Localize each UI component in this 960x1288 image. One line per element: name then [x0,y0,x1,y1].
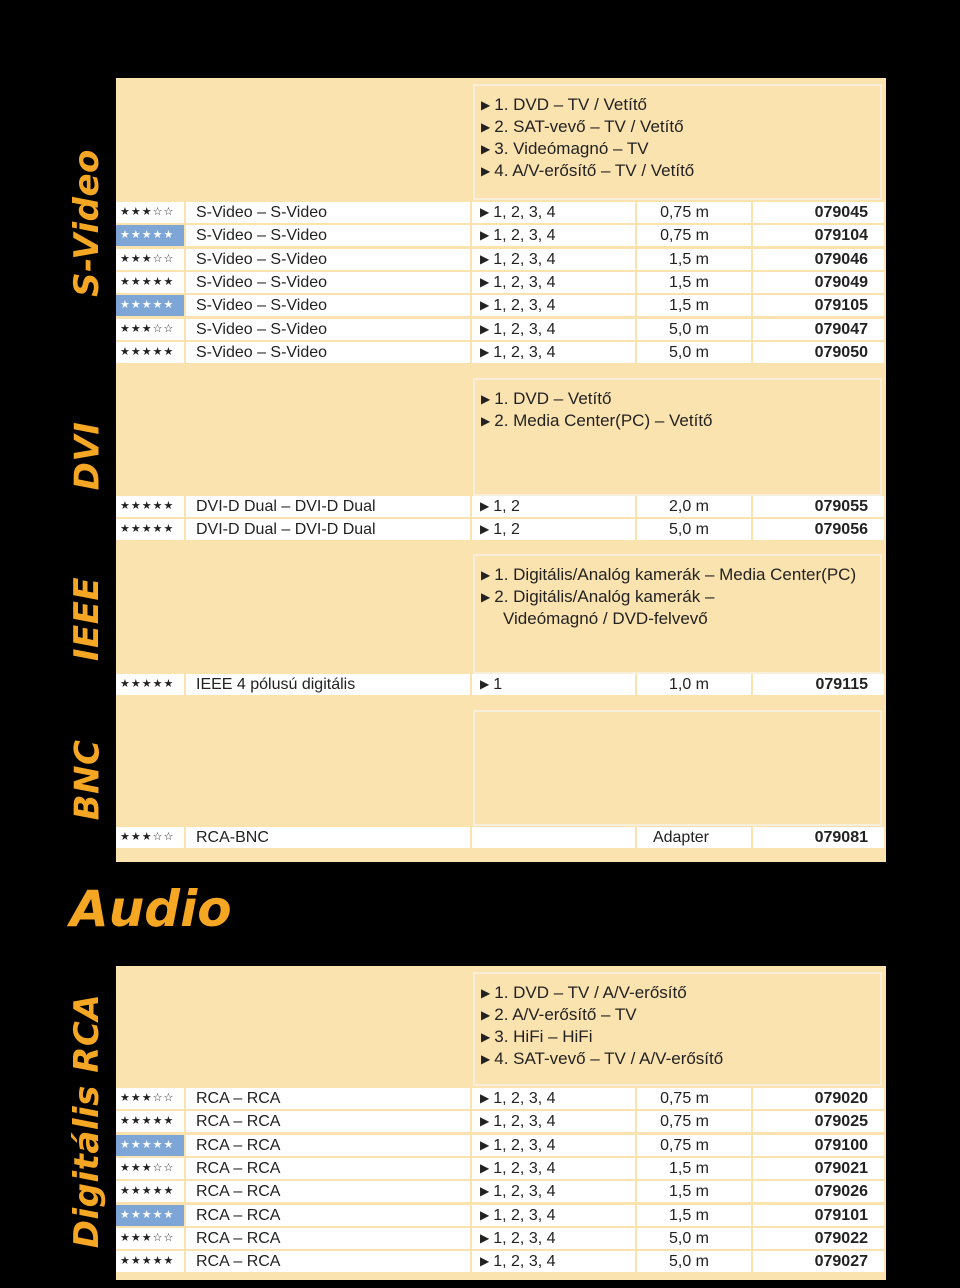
usage-text: 1. DVD – TV / A/V-erősítő [494,983,687,1002]
usage-numbers-text: 1, 2 [493,521,520,539]
usage-numbers [472,1228,635,1249]
cable-description [186,1111,470,1132]
article-number [753,272,884,293]
usage-numbers-text: 1, 2, 3, 4 [493,1206,556,1224]
triangle-right-icon: ▶ [481,164,491,178]
triangle-right-icon: ▶ [480,321,490,336]
usage-text: 4. A/V-erősítő – TV / Vetítő [494,161,695,180]
article-number-text: 079100 [814,1136,868,1154]
table-row [116,1251,886,1273]
article-number [753,1158,884,1179]
quality-rating [116,1228,184,1249]
quality-rating [116,496,184,517]
triangle-right-icon: ▶ [480,1207,490,1222]
cable-description-text: RCA – RCA [196,1159,281,1177]
quality-rating-text: ★★★★★ [120,345,175,358]
cable-length-text: 1,5 m [668,1206,709,1224]
section-dvi [116,368,886,544]
quality-rating-text: ★★★★★ [120,1208,175,1221]
usage-line [481,410,874,432]
triangle-right-icon: ▶ [480,1160,490,1175]
quality-rating [116,202,184,223]
usage-numbers-text: 1, 2, 3, 4 [493,297,556,315]
cable-length [637,1135,751,1156]
table-row [116,519,886,541]
quality-rating-text: ★★★★★ [120,229,175,242]
usage-box [473,972,882,1086]
quality-rating-text: ★★★☆☆ [120,831,175,843]
cable-length-text: 5,0 m [668,343,709,361]
usage-text: 1. Digitális/Analóg kamerák – Media Center(PC) [494,565,857,584]
usage-text: 3. HiFi – HiFi [494,1027,593,1046]
section-label-dvi: DVI [67,421,107,491]
quality-rating [116,1181,184,1202]
cable-length-text: 1,5 m [668,297,709,315]
usage-numbers [472,674,635,695]
usage-numbers-text: 1, 2, 3, 4 [493,320,556,338]
usage-numbers-text: 1, 2, 3, 4 [493,1159,556,1177]
triangle-right-icon: ▶ [480,677,490,691]
triangle-right-icon: ▶ [480,251,490,266]
cable-description-text: S-Video – S-Video [196,297,328,315]
quality-rating-text: ★★★★★ [120,1185,175,1198]
article-number [753,1135,884,1156]
article-number-text: 079047 [814,320,868,338]
table-row [116,1228,886,1250]
usage-numbers [472,342,635,363]
table-row [116,1088,886,1110]
article-number-text: 079026 [814,1183,868,1201]
cable-description-text: S-Video – S-Video [196,343,328,361]
usage-box [473,554,882,674]
usage-text: 1. DVD – TV / Vetítő [494,95,647,114]
cable-description-text: RCA – RCA [196,1113,281,1131]
cable-description-text: RCA – RCA [196,1253,281,1271]
usage-box [473,84,882,200]
usage-line [481,116,874,138]
usage-numbers-text: 1, 2, 3, 4 [493,204,556,221]
cable-description-text: DVI-D Dual – DVI-D Dual [196,521,376,539]
quality-rating-text: ★★★★★ [120,1115,175,1128]
cable-length [637,1228,751,1249]
usage-text: 2. A/V-erősítő – TV [494,1005,637,1024]
cable-length [637,1251,751,1272]
cable-length [637,1205,751,1226]
quality-rating [116,342,184,363]
usage-numbers [472,1181,635,1202]
article-number [753,319,884,340]
triangle-right-icon: ▶ [481,392,491,406]
quality-rating-text: ★★★★★ [120,1138,175,1151]
cable-description [186,1205,470,1226]
triangle-right-icon: ▶ [481,414,491,428]
article-number-text: 079025 [814,1113,868,1131]
usage-line [481,564,874,586]
usage-numbers [472,272,635,293]
usage-box [473,378,882,496]
cable-description [186,1181,470,1202]
cable-description-text: DVI-D Dual – DVI-D Dual [196,498,376,515]
triangle-right-icon: ▶ [480,1254,490,1269]
table-row [116,496,886,518]
usage-line [481,94,874,116]
article-number-text: 079101 [814,1206,868,1224]
triangle-right-icon: ▶ [480,274,490,289]
quality-rating-text: ★★★★★ [120,275,175,288]
cable-description-text: RCA – RCA [196,1090,281,1107]
cable-length [637,249,751,270]
article-number-text: 079022 [814,1229,868,1247]
table-row [116,1158,886,1180]
cable-length [637,496,751,517]
cable-length [637,827,751,848]
section-ieee [116,544,886,698]
usage-line [481,586,874,608]
usage-line [481,1004,874,1026]
triangle-right-icon: ▶ [481,590,491,604]
triangle-right-icon: ▶ [480,1184,490,1199]
usage-numbers [472,496,635,517]
triangle-right-icon: ▶ [481,98,491,112]
section-bnc [116,698,886,862]
quality-rating [116,827,184,848]
cable-length-text: 1,5 m [668,1183,709,1201]
usage-box-empty [473,710,882,826]
article-number [753,827,884,848]
article-number [753,1088,884,1109]
usage-text: 2. Digitális/Analóg kamerák – [494,587,715,606]
cable-length-text: 5,0 m [668,521,709,539]
quality-rating [116,295,184,316]
article-number-text: 079055 [814,498,868,515]
cable-length [637,342,751,363]
triangle-right-icon: ▶ [480,1137,490,1152]
quality-rating [116,319,184,340]
cable-description [186,249,470,270]
table-row [116,1111,886,1133]
cable-length [637,1181,751,1202]
cable-description [186,295,470,316]
usage-numbers [472,202,635,223]
quality-rating [116,1135,184,1156]
quality-rating-text: ★★★★★ [120,1255,175,1268]
usage-text: 2. Media Center(PC) – Vetítő [494,411,713,430]
article-number [753,1228,884,1249]
cable-length [637,202,751,223]
article-number [753,249,884,270]
table-row [116,272,886,294]
quality-rating-text: ★★★☆☆ [120,322,175,335]
article-number [753,225,884,246]
cable-description-text: S-Video – S-Video [196,227,328,245]
table-row [116,1205,886,1227]
quality-rating-text: ★★★★★ [120,299,175,312]
usage-numbers [472,1088,635,1109]
quality-rating [116,272,184,293]
quality-rating [116,1205,184,1226]
quality-rating-text: ★★★☆☆ [120,206,175,218]
article-number [753,1181,884,1202]
usage-line [481,1026,874,1048]
article-number [753,496,884,517]
usage-numbers [472,827,635,848]
usage-numbers-text: 1, 2, 3, 4 [493,1136,556,1154]
article-number-text: 079115 [815,676,868,693]
cable-description [186,496,470,517]
cable-length-text: 0,75 m [660,204,709,221]
cable-description-text: RCA-BNC [196,829,269,846]
section-rca [116,966,886,1280]
usage-numbers [472,249,635,270]
cable-description [186,225,470,246]
cable-length-text: 0,75 m [660,1113,709,1131]
table-row [116,1181,886,1203]
usage-line [481,608,874,629]
audio-heading: Audio [70,880,232,938]
usage-numbers-text: 1, 2, 3, 4 [493,250,556,268]
triangle-right-icon: ▶ [481,1030,491,1044]
quality-rating-text: ★★★★★ [120,678,175,690]
usage-numbers-text: 1, 2, 3, 4 [493,273,556,291]
triangle-right-icon: ▶ [480,298,490,313]
article-number-text: 079056 [814,521,868,539]
cable-description-text: S-Video – S-Video [196,320,328,338]
cable-description [186,272,470,293]
cable-length-text: 5,0 m [668,1253,709,1271]
section-svideo [116,78,886,368]
cable-length-text: Adapter [652,829,709,846]
cable-length [637,225,751,246]
usage-text: 3. Videómagnó – TV [494,139,649,158]
quality-rating-text: ★★★☆☆ [120,1161,175,1174]
triangle-right-icon: ▶ [480,1114,490,1129]
quality-rating [116,225,184,246]
triangle-right-icon: ▶ [481,1052,491,1066]
table-row [116,319,886,341]
article-number-text: 079046 [814,250,868,268]
triangle-right-icon: ▶ [481,1008,491,1022]
usage-line [481,160,874,182]
article-number [753,519,884,540]
usage-numbers [472,225,635,246]
cable-length-text: 5,0 m [668,320,709,338]
triangle-right-icon: ▶ [480,1230,490,1245]
quality-rating-text: ★★★☆☆ [120,1231,175,1244]
table-row [116,295,886,317]
cable-description [186,1228,470,1249]
triangle-right-icon: ▶ [481,986,491,1000]
cable-length-text: 1,0 m [668,676,709,693]
article-number-text: 079104 [814,227,868,245]
usage-text: 4. SAT-vevő – TV / A/V-erősítő [494,1049,724,1068]
cable-length-text: 1,5 m [668,273,709,291]
triangle-right-icon: ▶ [480,228,490,243]
cable-description-text: RCA – RCA [196,1229,281,1247]
cable-length [637,319,751,340]
usage-numbers [472,1205,635,1226]
cable-length-text: 1,5 m [668,1159,709,1177]
cable-description-text: RCA – RCA [196,1206,281,1224]
cable-length [637,295,751,316]
section-label-bnc: BNC [67,739,108,821]
cable-length [637,519,751,540]
quality-rating-text: ★★★☆☆ [120,1092,175,1104]
triangle-right-icon: ▶ [481,568,491,582]
cable-description [186,674,470,695]
article-number [753,295,884,316]
usage-text: Videómagnó / DVD-felvevő [503,609,708,628]
article-number [753,1251,884,1272]
usage-numbers [472,519,635,540]
usage-line [481,138,874,160]
cable-length [637,1111,751,1132]
table-row [116,674,886,696]
article-number-text: 079045 [814,204,868,221]
usage-text: 1. DVD – Vetítő [494,389,612,408]
quality-rating [116,1251,184,1272]
usage-numbers [472,1251,635,1272]
usage-line [481,388,874,410]
triangle-right-icon: ▶ [481,120,491,134]
quality-rating-text: ★★★☆☆ [120,252,175,265]
table-row [116,249,886,271]
cable-description [186,1088,470,1109]
section-label-ieee: IEEE [67,576,108,662]
cable-length-text: 0,75 m [660,1136,709,1154]
cable-description-text: RCA – RCA [196,1183,281,1201]
cable-description [186,319,470,340]
triangle-right-icon: ▶ [480,1091,490,1105]
article-number-text: 079105 [814,297,868,315]
usage-numbers-text: 1, 2, 3, 4 [493,1183,556,1201]
triangle-right-icon: ▶ [480,205,490,219]
quality-rating [116,1111,184,1132]
quality-rating-text: ★★★★★ [120,523,175,536]
cable-length-text: 0,75 m [660,1090,709,1107]
cable-description [186,1158,470,1179]
cable-length [637,1088,751,1109]
usage-line [481,1048,874,1070]
cable-length-text: 1,5 m [668,250,709,268]
article-number [753,674,884,695]
usage-numbers-text: 1, 2 [493,498,520,515]
table-row [116,202,886,224]
quality-rating [116,249,184,270]
article-number [753,202,884,223]
article-number-text: 079021 [814,1159,868,1177]
cable-description [186,1251,470,1272]
usage-numbers-text: 1, 2, 3, 4 [493,343,556,361]
cable-description [186,1135,470,1156]
article-number [753,1111,884,1132]
usage-text: 2. SAT-vevő – TV / Vetítő [494,117,684,136]
cable-description-text: S-Video – S-Video [196,250,328,268]
cable-length [637,674,751,695]
cable-length [637,272,751,293]
usage-numbers [472,1158,635,1179]
cable-length-text: 5,0 m [668,1229,709,1247]
table-row [116,342,886,364]
article-number-text: 079027 [814,1253,868,1271]
usage-numbers [472,1111,635,1132]
section-label-rca: Digitális RCA [67,993,107,1249]
usage-numbers [472,319,635,340]
article-number-text: 079081 [814,829,868,846]
usage-numbers-text: 1, 2, 3, 4 [493,227,556,245]
usage-numbers [472,295,635,316]
quality-rating-text: ★★★★★ [120,500,175,512]
article-number [753,1205,884,1226]
article-number-text: 079050 [814,343,868,361]
section-label-svideo: S-Video [67,149,108,297]
article-number-text: 079020 [814,1090,868,1107]
cable-length-text: 2,0 m [668,498,709,515]
triangle-right-icon: ▶ [480,522,490,537]
usage-numbers-text: 1, 2, 3, 4 [493,1113,556,1131]
table-row [116,225,886,247]
cable-description-text: RCA – RCA [196,1136,281,1154]
triangle-right-icon: ▶ [480,344,490,359]
usage-numbers-text: 1, 2, 3, 4 [493,1090,556,1107]
usage-numbers-text: 1, 2, 3, 4 [493,1229,556,1247]
table-row [116,1135,886,1157]
usage-numbers-text: 1 [493,676,503,693]
usage-line [481,982,874,1004]
cable-description-text: S-Video – S-Video [196,204,328,221]
article-number-text: 079049 [814,273,868,291]
quality-rating [116,674,184,695]
quality-rating [116,1088,184,1109]
cable-length-text: 0,75 m [660,227,709,245]
usage-numbers-text: 1, 2, 3, 4 [493,1253,556,1271]
cable-description [186,342,470,363]
quality-rating [116,1158,184,1179]
cable-description-text: S-Video – S-Video [196,273,328,291]
cable-length [637,1158,751,1179]
triangle-right-icon: ▶ [480,499,490,513]
article-number [753,342,884,363]
cable-description [186,202,470,223]
cable-description [186,827,470,848]
triangle-right-icon: ▶ [481,142,491,156]
usage-numbers [472,1135,635,1156]
table-row [116,827,886,849]
quality-rating [116,519,184,540]
cable-description [186,519,470,540]
cable-description-text: IEEE 4 pólusú digitális [196,676,356,693]
